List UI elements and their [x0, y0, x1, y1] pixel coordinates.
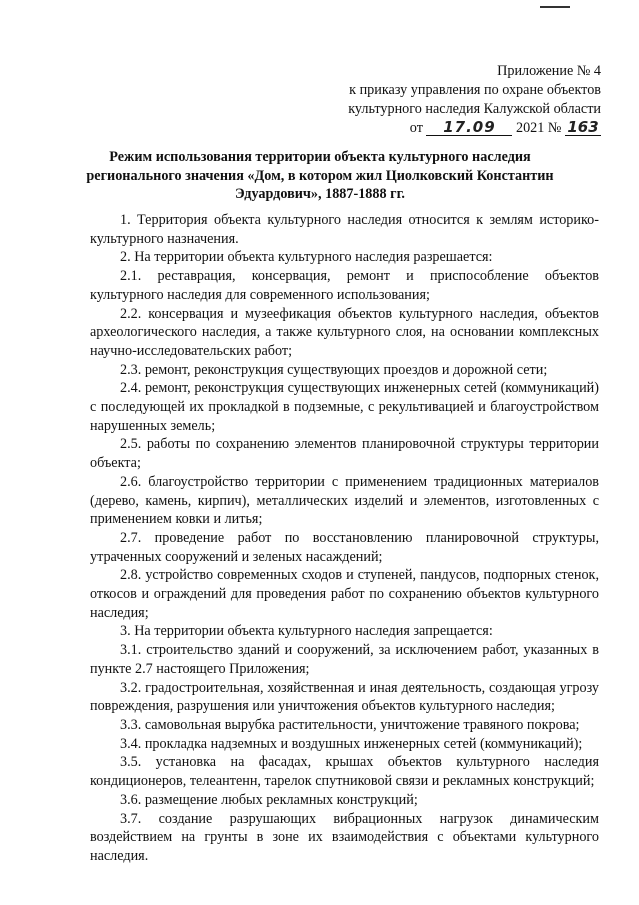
paragraph: 2. На территории объекта культурного наследия разрешается:: [120, 249, 493, 266]
order-date-line: [281, 119, 601, 138]
paragraph: 3.1. строительство зданий и сооружений, за исключением работ, указанных в пункте 2.7 настоящего Приложения;: [90, 642, 599, 677]
paragraph: 2.4. ремонт, реконструкция существующих инженерных сетей (коммуникаций) с последующей их прокладкой в подземные, с рекультивацией и благоустройством нарушенных земель;: [90, 380, 599, 434]
paragraph: 2.7. проведение работ по восстановлению планировочной структуры, утраченных сооружений и зеленых насаждений;: [90, 529, 599, 565]
handwritten-number: 163: [565, 119, 601, 136]
document-body: [90, 211, 599, 866]
paragraph: 2.3. ремонт, реконструкция существующих проездов и дорожной сети;: [120, 361, 548, 378]
from-label: от: [409, 120, 423, 136]
authority-name: культурного наследия Калужской области: [348, 101, 601, 117]
paragraph: 2.1. реставрация, консервация, ремонт и приспособление объектов культурного наследия для современного использования;: [90, 268, 599, 303]
title-line-2: регионального значения «Дом, в котором жил Циолковский Константин: [86, 167, 554, 184]
paragraph: 3.5. установка на фасадах, крышах объектов культурного наследия кондиционеров, телеантенн, тарелок спутниковой связи и рекламных конструкций;: [90, 754, 599, 790]
appendix-header: [281, 62, 601, 138]
title-line-1: Режим использования территории объекта культурного наследия: [109, 149, 531, 165]
order-reference: к приказу управления по охране объектов: [349, 82, 601, 98]
appendix-number: Приложение № 4: [497, 63, 601, 79]
title-line-3: Эдуардович», 1887-1888 гг.: [235, 186, 405, 202]
order-year: 2021 №: [515, 120, 562, 136]
paragraph: 3.6. размещение любых рекламных конструкций;: [120, 791, 418, 808]
paragraph: 3. На территории объекта культурного наследия запрещается:: [120, 623, 493, 640]
paragraph: 2.6. благоустройство территории с применением традиционных материалов (дерево, камень, кирпич), металлических изделий и элементов, изготовленных с применением ковки и литья;: [90, 473, 599, 528]
paragraph: 1. Территория объекта культурного наследия относится к землям историко-культурного назначения.: [90, 212, 599, 247]
paragraph: 3.2. градостроительная, хозяйственная и иная деятельность, создающая угрозу повреждения, разрушения или уничтожения объектов культурного наследия;: [90, 679, 599, 715]
paragraph: 3.3. самовольная вырубка растительности, уничтожение травяного покрова;: [120, 716, 580, 733]
handwritten-date: 17.09: [426, 119, 512, 136]
paragraph: 2.5. работы по сохранению элементов планировочной структуры территории объекта;: [90, 436, 599, 472]
paragraph: 3.7. создание разрушающих вибрационных нагрузок динамическим воздействием на грунты в зоне их взаимодействия с объектами культурного наследия.: [90, 810, 599, 864]
scan-mark: [540, 6, 570, 8]
paragraph: 3.4. прокладка надземных и воздушных инженерных сетей (коммуникаций);: [120, 735, 583, 752]
paragraph: 2.8. устройство современных сходов и ступеней, пандусов, подпорных стенок, откосов и ограждений для проведения работ по сохранению объектов культурного наследия;: [90, 567, 599, 621]
paragraph: 2.2. консервация и музеефикация объектов культурного наследия, объектов археологического наследия, а также культурного слоя, на основании комплексных научно-исследовательских работ;: [90, 305, 599, 359]
document-title: [60, 148, 580, 204]
